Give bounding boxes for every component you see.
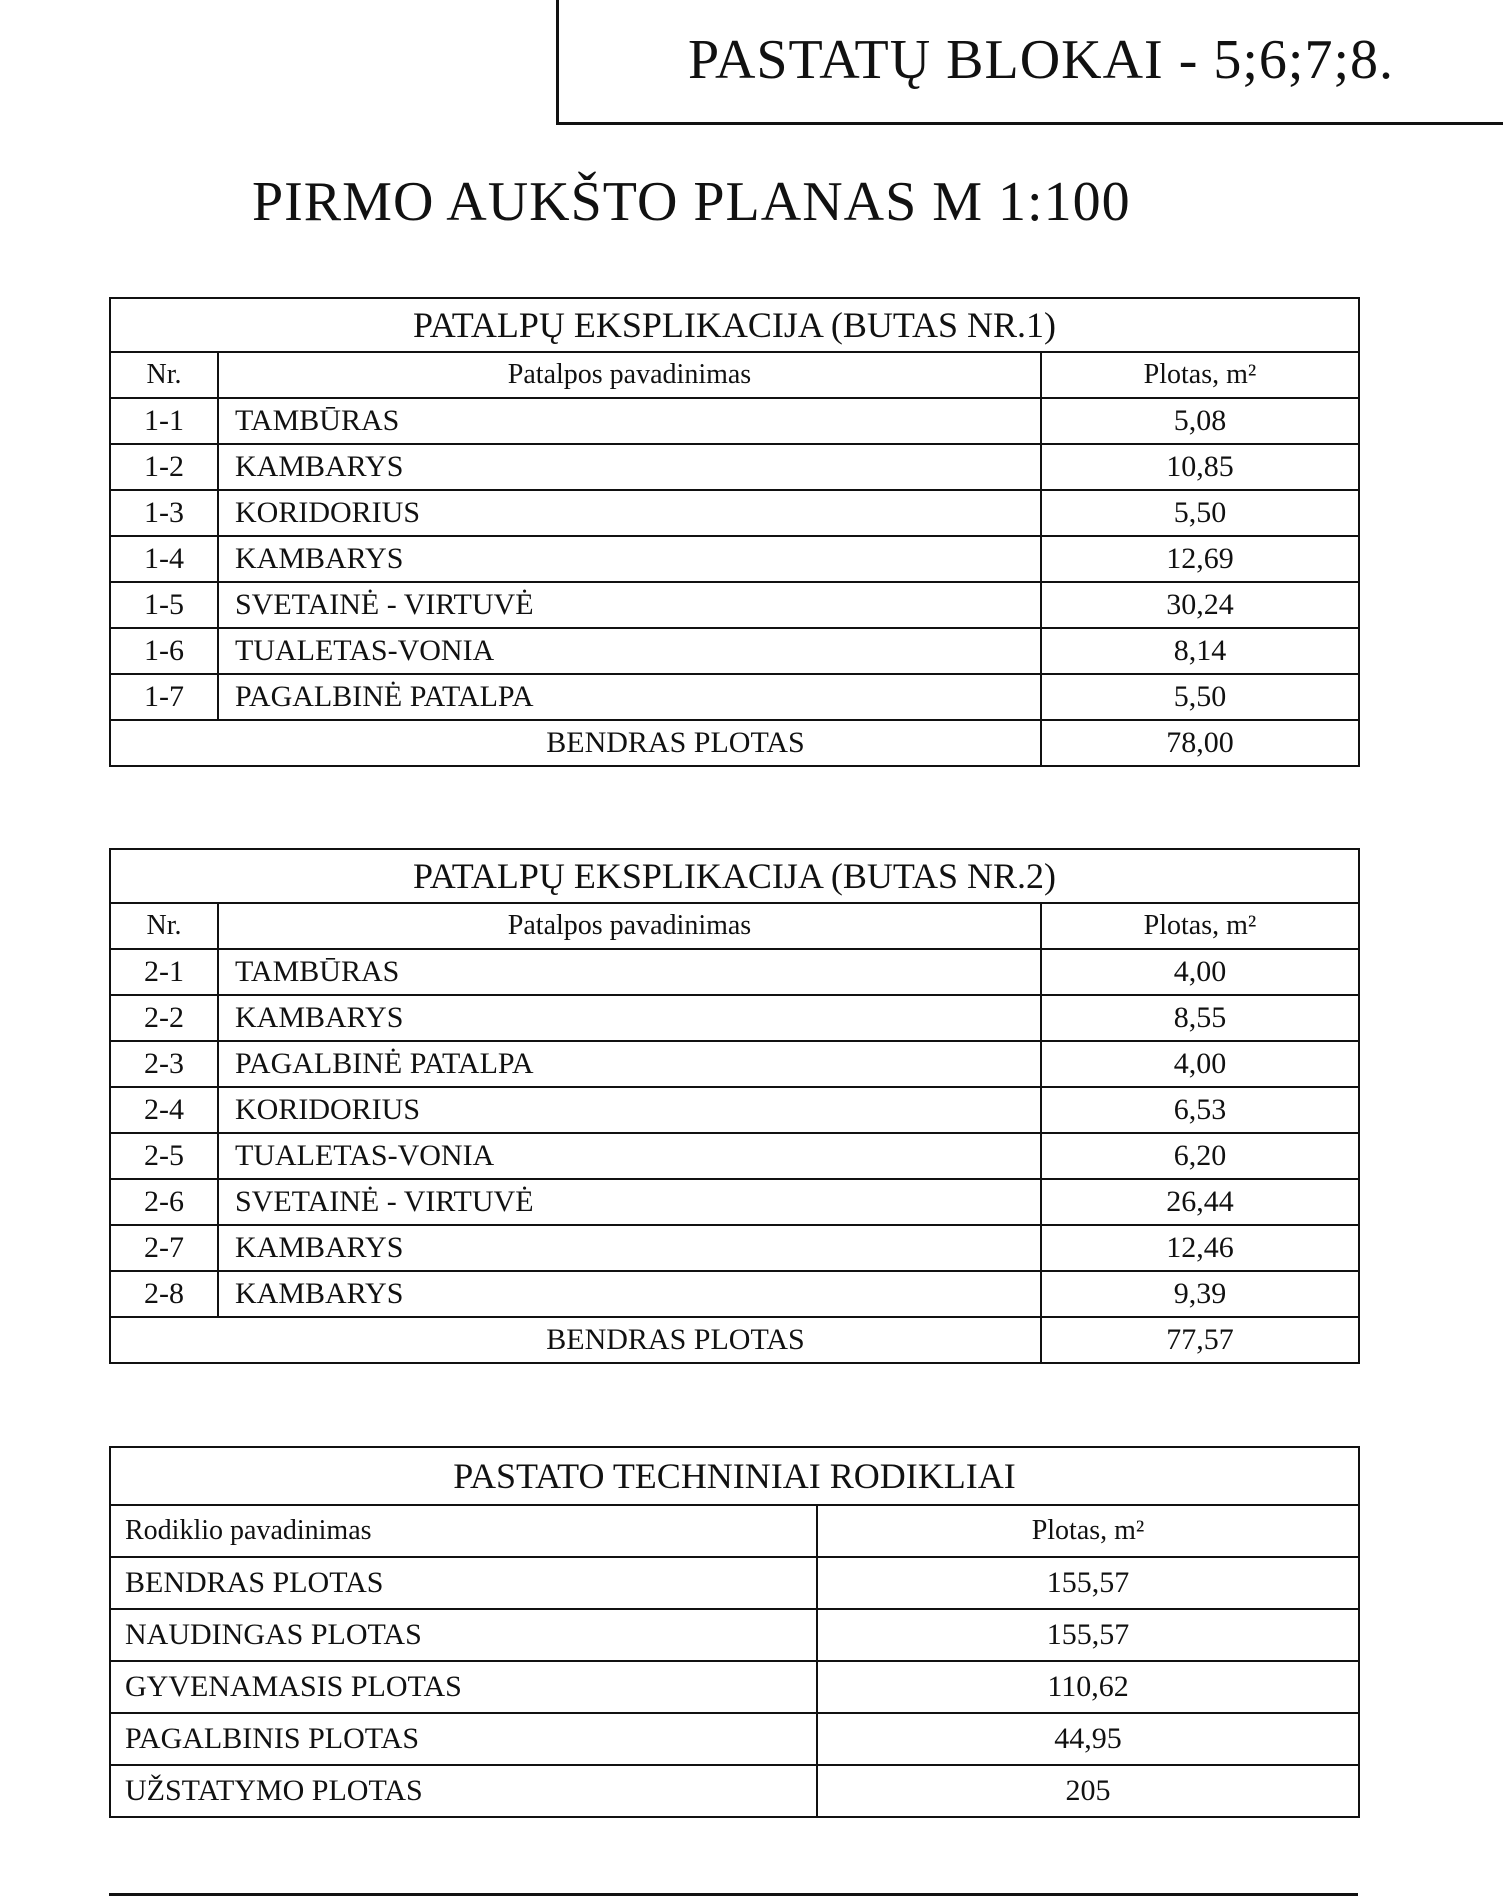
total-value: 77,57: [1041, 1317, 1359, 1363]
indicator-value: 110,62: [817, 1661, 1359, 1713]
apartment1-header-row: [110, 352, 1359, 398]
room-nr: 1-3: [110, 490, 218, 536]
room-area: 5,08: [1041, 398, 1359, 444]
room-name: TUALETAS-VONIA: [218, 628, 1041, 674]
room-nr: 2-8: [110, 1271, 218, 1317]
room-nr: 1-1: [110, 398, 218, 444]
indicator-name: PAGALBINIS PLOTAS: [110, 1713, 817, 1765]
room-area: 8,14: [1041, 628, 1359, 674]
apartment1-table: [109, 297, 1360, 767]
apartment2-title: PATALPŲ EKSPLIKACIJA (BUTAS NR.2): [110, 849, 1359, 903]
table-row: [110, 1765, 1359, 1817]
total-label: BENDRAS PLOTAS: [110, 1317, 1041, 1363]
room-area: 12,46: [1041, 1225, 1359, 1271]
room-nr: 2-5: [110, 1133, 218, 1179]
table-row: [110, 1225, 1359, 1271]
table-row: [110, 444, 1359, 490]
room-area: 8,55: [1041, 995, 1359, 1041]
room-name: SVETAINĖ - VIRTUVĖ: [218, 1179, 1041, 1225]
col-nr-header: Nr.: [110, 903, 218, 949]
room-area: 6,53: [1041, 1087, 1359, 1133]
room-area: 4,00: [1041, 1041, 1359, 1087]
table-row: [110, 1713, 1359, 1765]
room-area: 5,50: [1041, 674, 1359, 720]
room-name: KAMBARYS: [218, 1225, 1041, 1271]
table-row: [110, 490, 1359, 536]
room-nr: 2-3: [110, 1041, 218, 1087]
room-name: KORIDORIUS: [218, 1087, 1041, 1133]
room-name: KORIDORIUS: [218, 490, 1041, 536]
table-row: [110, 1041, 1359, 1087]
room-area: 5,50: [1041, 490, 1359, 536]
apartment1-title: PATALPŲ EKSPLIKACIJA (BUTAS NR.1): [110, 298, 1359, 352]
room-name: SVETAINĖ - VIRTUVĖ: [218, 582, 1041, 628]
indicator-value: 44,95: [817, 1713, 1359, 1765]
room-name: PAGALBINĖ PATALPA: [218, 674, 1041, 720]
technical-header-row: [110, 1505, 1359, 1557]
total-row: [110, 1317, 1359, 1363]
plan-title: PIRMO AUKŠTO PLANAS M 1:100: [252, 171, 1131, 233]
room-nr: 2-6: [110, 1179, 218, 1225]
col-name-header: Patalpos pavadinimas: [218, 903, 1041, 949]
indicator-value: 155,57: [817, 1609, 1359, 1661]
room-area: 4,00: [1041, 949, 1359, 995]
room-nr: 2-4: [110, 1087, 218, 1133]
bottom-table-edge: [109, 1893, 1358, 1896]
table-row: [110, 1609, 1359, 1661]
room-area: 9,39: [1041, 1271, 1359, 1317]
room-name: TAMBŪRAS: [218, 398, 1041, 444]
total-label: BENDRAS PLOTAS: [110, 720, 1041, 766]
col-area-header: Plotas, m²: [1041, 903, 1359, 949]
room-name: KAMBARYS: [218, 1271, 1041, 1317]
indicator-value: 205: [817, 1765, 1359, 1817]
room-nr: 1-6: [110, 628, 218, 674]
table-row: [110, 582, 1359, 628]
col-area-header: Plotas, m²: [1041, 352, 1359, 398]
col-nr-header: Nr.: [110, 352, 218, 398]
table-row: [110, 1087, 1359, 1133]
table-row: [110, 949, 1359, 995]
room-nr: 2-2: [110, 995, 218, 1041]
indicator-name: BENDRAS PLOTAS: [110, 1557, 817, 1609]
indicator-name: UŽSTATYMO PLOTAS: [110, 1765, 817, 1817]
technical-title: PASTATO TECHNINIAI RODIKLIAI: [110, 1447, 1359, 1505]
table-row: [110, 674, 1359, 720]
table-row: [110, 628, 1359, 674]
technical-table: [109, 1446, 1360, 1818]
room-area: 12,69: [1041, 536, 1359, 582]
col-indicator-header: Rodiklio pavadinimas: [110, 1505, 817, 1557]
blocks-title-box: [556, 0, 1503, 125]
col-name-header: Patalpos pavadinimas: [218, 352, 1041, 398]
room-name: KAMBARYS: [218, 444, 1041, 490]
room-area: 26,44: [1041, 1179, 1359, 1225]
room-nr: 1-5: [110, 582, 218, 628]
total-value: 78,00: [1041, 720, 1359, 766]
room-name: TAMBŪRAS: [218, 949, 1041, 995]
total-row: [110, 720, 1359, 766]
table-row: [110, 995, 1359, 1041]
apartment2-header-row: [110, 903, 1359, 949]
table-row: [110, 1133, 1359, 1179]
apartment2-table: [109, 848, 1360, 1364]
blocks-title: PASTATŲ BLOKAI - 5;6;7;8.: [687, 28, 1395, 91]
indicator-name: NAUDINGAS PLOTAS: [110, 1609, 817, 1661]
indicator-name: GYVENAMASIS PLOTAS: [110, 1661, 817, 1713]
table-row: [110, 398, 1359, 444]
room-nr: 1-2: [110, 444, 218, 490]
room-area: 30,24: [1041, 582, 1359, 628]
room-nr: 1-7: [110, 674, 218, 720]
room-nr: 2-7: [110, 1225, 218, 1271]
table-row: [110, 1557, 1359, 1609]
indicator-value: 155,57: [817, 1557, 1359, 1609]
room-nr: 1-4: [110, 536, 218, 582]
room-name: KAMBARYS: [218, 536, 1041, 582]
table-row: [110, 1179, 1359, 1225]
room-area: 10,85: [1041, 444, 1359, 490]
room-name: TUALETAS-VONIA: [218, 1133, 1041, 1179]
room-name: KAMBARYS: [218, 995, 1041, 1041]
room-area: 6,20: [1041, 1133, 1359, 1179]
room-nr: 2-1: [110, 949, 218, 995]
col-area-header: Plotas, m²: [817, 1505, 1359, 1557]
table-row: [110, 1661, 1359, 1713]
table-row: [110, 1271, 1359, 1317]
room-name: PAGALBINĖ PATALPA: [218, 1041, 1041, 1087]
table-row: [110, 536, 1359, 582]
